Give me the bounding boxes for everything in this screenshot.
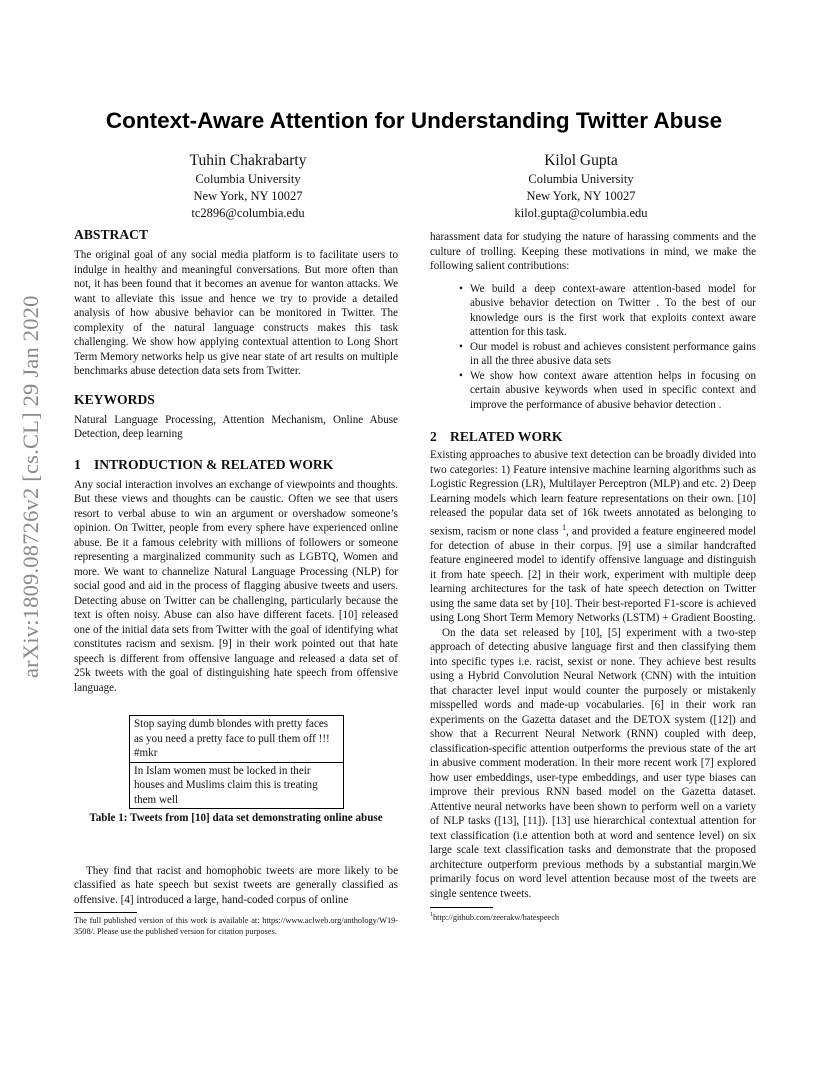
- author-affiliation: Columbia University: [528, 172, 634, 186]
- author-name: Kilol Gupta: [544, 152, 618, 169]
- intro-paragraph: Any social interaction involves an exchange of viewpoints and thoughts. But these views and thoughts can be caustic. Often we see that users resort to verbal abuse to win an argument or overshadow someone’s opinion. On Twitter, people from every sphere have experienced online abuse. Be it a famous celebrity with millions of followers or someone representing a marginalized community such as LGBTQ, Women and more. We want to channelize Natural Language Processing (NLP) for social good and aid in the process of flagging abusive tweets and users. Detecting abuse on Twitter can be challenging, particularly because the text is often noisy. Abuse can also have different facets. [10] released one of the initial data sets from Twitter with the goal of identifying what constitutes racism and sexism. [9] in their work pointed out that hate speech is different from offensive language and released a data set of 25k tweets with the goal of distinguishing hate speech from offensive language.: [74, 478, 398, 694]
- related-work-heading: [430, 428, 756, 445]
- left-column: [74, 226, 398, 937]
- arxiv-identifier: arXiv:1809.08726v2 [cs.CL] 29 Jan 2020: [18, 295, 43, 678]
- footnote-hatespeech: [430, 910, 756, 923]
- author-affiliation: Columbia University: [195, 172, 301, 186]
- footnote-published-version: The full published version of this work is available at: https://www.aclweb.org/anthology/W19-3508/. Please use the published version for citation purposes.: [74, 916, 398, 936]
- footnote-marker: 1: [561, 522, 566, 532]
- section-title: INTRODUCTION & RELATED WORK: [94, 456, 334, 472]
- list-item: • Our model is robust and achieves consistent performance gains in all the three abusive data sets: [430, 340, 756, 369]
- table-row: Stop saying dumb blondes with pretty faces as you need a pretty face to pull them off !!! #mkr: [134, 718, 330, 759]
- paper-title: Context-Aware Attention for Understanding Twitter Abuse: [105, 108, 723, 133]
- keywords-text: Natural Language Processing, Attention Mechanism, Online Abuse Detection, deep learning: [74, 413, 398, 440]
- related-work-paragraph-2: On the data set released by [10], [5] experiment with a two-step approach of detecting abusive language first and then classifying them into specific types i.e. racist, sexist or none. They achieve best results using a Hybrid Convolution Neural Network (CNN) with the intuition that character level input would counter the purposely or mistakenly misspelled words and made-up vocabularies. [6] in their work ran experiments on the Gazetta dataset and the DETOX system ([12]) and show that a Recurrent Neural Network (RNN) coupled with deep, classification-specific attention outperforms the previous state of the art in abusive comment moderation. In their more recent work [7] explored how user embeddings, user-type embeddings, and user type biases can improve their previous RNN based model on the Gazetta dataset. Attentive neural networks have been shown to perform well on a variety of NLP tasks ([13], [11]). [13] use hierarchical contextual attention for text classification (i.e attention both at word and sentence level) on six large scale text classification tasks and demonstrate that the proposed architecture outperform previous methods by a substantial margin.We primarily focus on word level attention because most of the tweets are single sentence tweets.: [430, 626, 756, 900]
- intro-heading: [74, 456, 398, 473]
- section-number: 1: [74, 456, 81, 472]
- author-address: New York, NY 10027: [193, 189, 303, 203]
- related-work-paragraph: [430, 448, 756, 626]
- footnote-rule: [430, 907, 493, 908]
- author-address: New York, NY 10027: [526, 189, 636, 203]
- section-number: 2: [430, 429, 437, 444]
- author-block-1: [128, 151, 368, 222]
- footnote-mark: 1: [430, 912, 433, 919]
- section-title: RELATED WORK: [450, 429, 563, 444]
- table-body: [129, 715, 344, 809]
- abstract-heading: ABSTRACT: [74, 227, 149, 242]
- list-item: • We build a deep context-aware attention-based model for abusive behavior detection on Twitter . To the best of our knowledge ours is the first work that exploits context aware attention for this task.: [430, 282, 756, 340]
- author-email: tc2896@columbia.edu: [191, 206, 305, 220]
- contributions-list: [430, 282, 756, 413]
- abstract-text: The original goal of any social media platform is to facilitate users to indulge in healthy and meaningful conversations. But more often than not, it has been found that it becomes an avenue for wanton attacks. We want to alleviate this issue and hence we try to provide a detailed analysis of how abusive behavior can be monitored in Twitter. The complexity of the natural language constructs makes this task challenging. We show how applying contextual attention to Long Short Term Memory networks help us give near state of art results on multiple benchmarks abuse detection data sets from Twitter.: [74, 249, 398, 377]
- footnote-link[interactable]: http://github.com/zeerakw/hatespeech: [433, 912, 560, 922]
- right-column: [430, 230, 756, 923]
- footnote-rule: [74, 912, 137, 913]
- table-caption: Table 1: Tweets from [10] data set demonstrating online abuse: [89, 812, 383, 824]
- table-1: [74, 715, 398, 826]
- intro-paragraph-continued: They find that racist and homophobic tweets are more likely to be classified as hate speech but sexist tweets are generally classified as offensive. [4] introduced a large, hand-coded corpus of online: [74, 864, 398, 906]
- paragraph-text: Existing approaches to abusive text detection can be broadly divided into two categories: 1) Feature intensive machine learning algorithms such as Logistic Regression (LR), Multilayer Perceptron (MLP) and etc. 2) Deep Learning models which learn feature representations on their own. [10] released the popular data set of 16k tweets annotated as belonging to sexism, racism or none class: [430, 449, 756, 538]
- keywords-heading: KEYWORDS: [74, 391, 155, 407]
- table-row: In Islam women must be locked in their houses and Muslims claim this is treating them well: [130, 762, 343, 809]
- author-block-2: [461, 151, 701, 222]
- list-item: • We show how context aware attention helps in focusing on certain abusive keywords when used in specific context and improve the performance of abusive behavior detection .: [430, 369, 756, 413]
- author-name: Tuhin Chakrabarty: [189, 152, 307, 169]
- intro-continuation: harassment data for studying the nature of harassing comments and the culture of trolling. Keeping these motivations in mind, we make the following salient contributions:: [430, 231, 756, 272]
- paragraph-text: , and provided a feature engineered model for detection of abuse in their corpus. [9] use a similar handcrafted feature engineered model to identify offensive language and distinguish it from hate speech. [2] in their work, experiment with multiple deep learning architectures for the task of hate speech detection on Twitter using the same data set by [10]. Their best-reported F1-score is achieved using Long Short Term Memory Networks (LSTM) + Gradient Boosting.: [430, 525, 757, 625]
- author-email: kilol.gupta@columbia.edu: [514, 206, 648, 220]
